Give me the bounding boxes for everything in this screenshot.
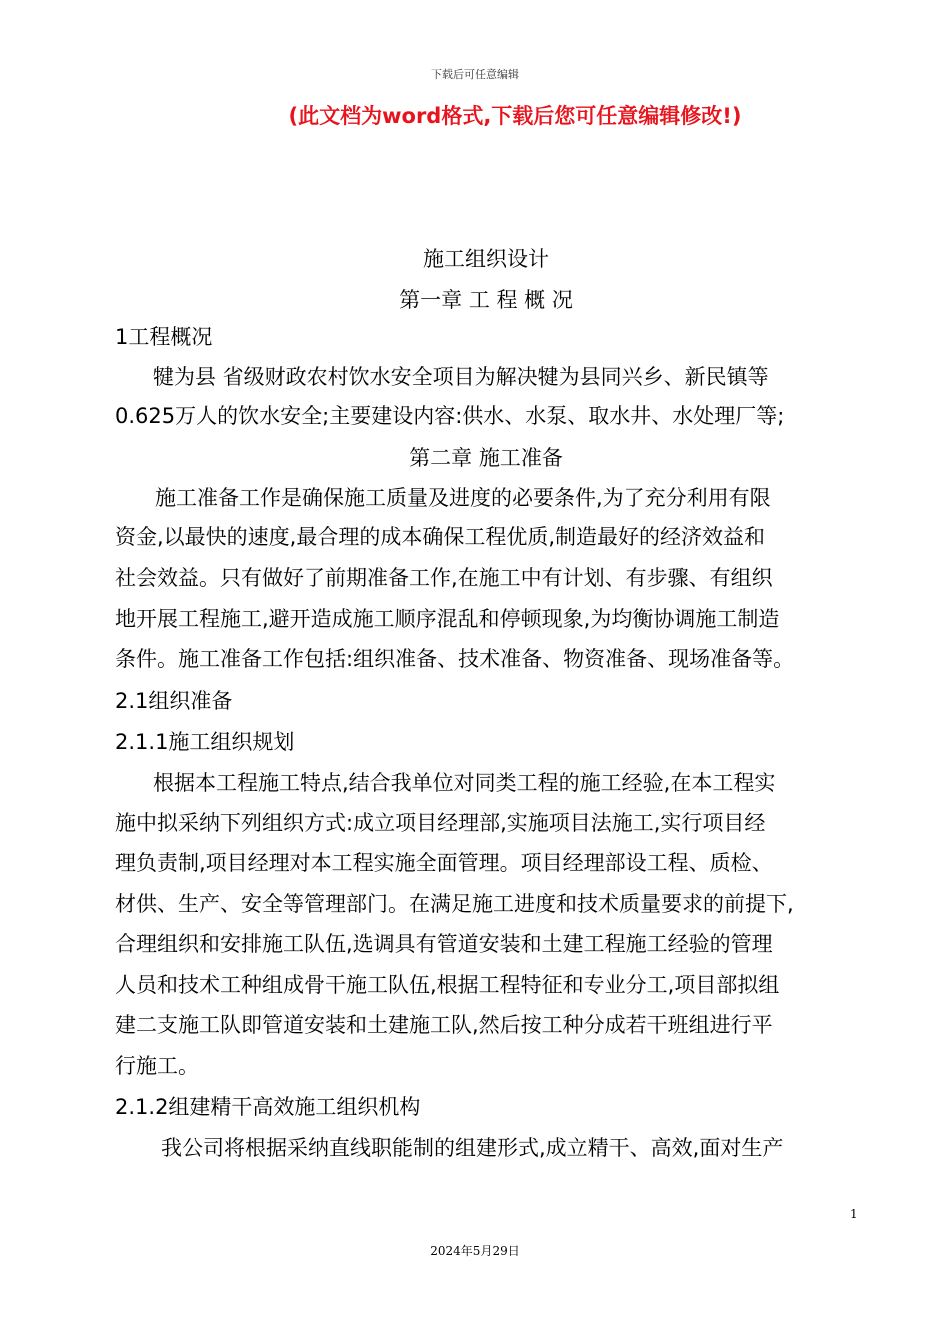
section-2-1-heading: 2.1组织准备 — [115, 689, 233, 713]
overview-line: 犍为县 省级财政农村饮水安全项目为解决犍为县同兴乡、新民镇等 — [153, 365, 769, 389]
plan-paragraph-line: 合理组织和安排施工队伍,选调具有管道安装和土建工程施工经验的管理 — [115, 932, 773, 956]
plan-paragraph-line: 根据本工程施工特点,结合我单位对同类工程的施工经验,在本工程实 — [153, 771, 776, 795]
prep-paragraph-line: 社会效益。只有做好了前期准备工作,在施工中有计划、有步骤、有组织 — [115, 566, 773, 590]
chapter-2-heading: 第二章 施工准备 — [409, 446, 563, 470]
section-2-1-1-heading: 2.1.1施工组织规划 — [115, 730, 295, 754]
prep-paragraph-line: 条件。施工准备工作包括:组织准备、技术准备、物资准备、现场准备等。 — [115, 647, 795, 671]
prep-paragraph-line: 施工准备工作是确保施工质量及进度的必要条件,为了充分利用有限 — [155, 486, 771, 510]
plan-paragraph-line: 人员和技术工种组成骨干施工队伍,根据工程特征和专业分工,项目部拟组 — [115, 973, 780, 997]
overview-line: 0.625万人的饮水安全;主要建设内容:供水、水泵、取水井、水处理厂等; — [115, 404, 785, 428]
prep-paragraph-line: 地开展工程施工,避开造成施工顺序混乱和停顿现象,为均衡协调施工制造 — [115, 607, 780, 631]
plan-paragraph-line: 建二支施工队即管道安装和土建施工队,然后按工种分成若干班组进行平 — [115, 1013, 773, 1037]
org-paragraph-line: 我公司将根据采纳直线职能制的组建形式,成立精干、高效,面对生产 — [161, 1136, 784, 1160]
chapter-1-heading: 第一章 工 程 概 况 — [399, 288, 573, 312]
word-format-notice: (此文档为word格式,下载后您可任意编辑修改!) — [288, 104, 742, 128]
plan-paragraph-line: 材供、生产、安全等管理部门。在满足施工进度和技术质量要求的前提下, — [115, 892, 794, 916]
plan-paragraph-line: 施中拟采纳下列组织方式:成立项目经理部,实施项目法施工,实行项目经 — [115, 811, 766, 835]
prep-paragraph-line: 资金,以最快的速度,最合理的成本确保工程优质,制造最好的经济效益和 — [115, 525, 766, 549]
plan-paragraph-line: 行施工。 — [115, 1054, 199, 1078]
document-title: 施工组织设计 — [423, 247, 549, 271]
plan-paragraph-line: 理负责制,项目经理对本工程实施全面管理。项目经理部设工程、质检、 — [115, 851, 773, 875]
page-header-note: 下载后可任意编辑 — [431, 68, 519, 81]
section-2-1-2-heading: 2.1.2组建精干高效施工组织机构 — [115, 1095, 421, 1119]
section-1-heading: 1工程概况 — [115, 325, 213, 349]
footer-date: 2024年5月29日 — [430, 1244, 520, 1258]
page-number: 1 — [850, 1207, 858, 1221]
